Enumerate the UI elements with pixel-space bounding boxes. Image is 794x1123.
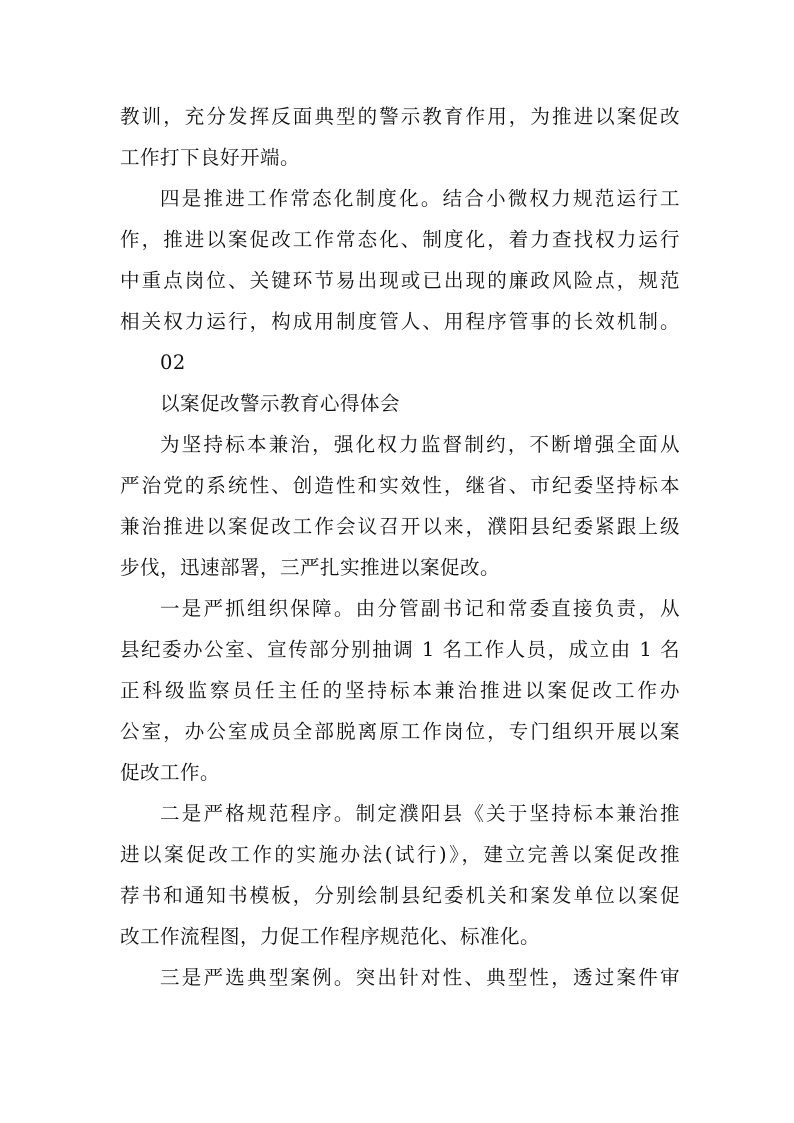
section-number: 02 [160, 351, 186, 374]
paragraph-line: 步伐，迅速部署，三严扎实推进以案促改。 [120, 556, 501, 579]
paragraph-line: 一是严抓组织保障。由分管副书记和常委直接负责，从 [160, 597, 680, 620]
paragraph-line: 中重点岗位、关键环节易出现或已出现的廉政风险点，规范 [120, 269, 680, 292]
paragraph-line: 作，推进以案促改工作常态化、制度化，着力查找权力运行 [120, 228, 680, 251]
paragraph-line: 促改工作。 [120, 761, 221, 784]
paragraph-line: 四是推进工作常态化制度化。结合小微权力规范运行工 [160, 187, 680, 210]
paragraph-line: 兼治推进以案促改工作会议召开以来，濮阳县纪委紧跟上级 [120, 515, 680, 538]
paragraph-line: 进以案促改工作的实施办法(试行)》，建立完善以案促改推 [120, 843, 680, 866]
paragraph-line: 改工作流程图，力促工作程序规范化、标准化。 [120, 925, 541, 948]
paragraph-line: 二是严格规范程序。制定濮阳县《关于坚持标本兼治推 [160, 802, 680, 825]
paragraph-line: 为坚持标本兼治，强化权力监督制约，不断增强全面从 [160, 433, 680, 456]
paragraph-line: 相关权力运行，构成用制度管人、用程序管事的长效机制。 [120, 310, 680, 333]
paragraph-line: 县纪委办公室、宣传部分别抽调 1 名工作人员，成立由 1 名 [120, 638, 680, 661]
paragraph-line: 教训，充分发挥反面典型的警示教育作用，为推进以案促改 [120, 105, 680, 128]
paragraph-line: 正科级监察员任主任的坚持标本兼治推进以案促改工作办 [120, 679, 680, 702]
paragraph-line: 荐书和通知书模板，分别绘制县纪委机关和案发单位以案促 [120, 884, 680, 907]
section-heading: 以案促改警示教育心得体会 [160, 392, 401, 415]
paragraph-line: 三是严选典型案例。突出针对性、典型性，透过案件审 [160, 966, 680, 989]
paragraph-line: 严治党的系统性、创造性和实效性，继省、市纪委坚持标本 [120, 474, 680, 497]
paragraph-line: 公室，办公室成员全部脱离原工作岗位，专门组织开展以案 [120, 720, 680, 743]
paragraph-line: 工作打下良好开端。 [120, 146, 301, 169]
document-body [120, 96, 680, 998]
